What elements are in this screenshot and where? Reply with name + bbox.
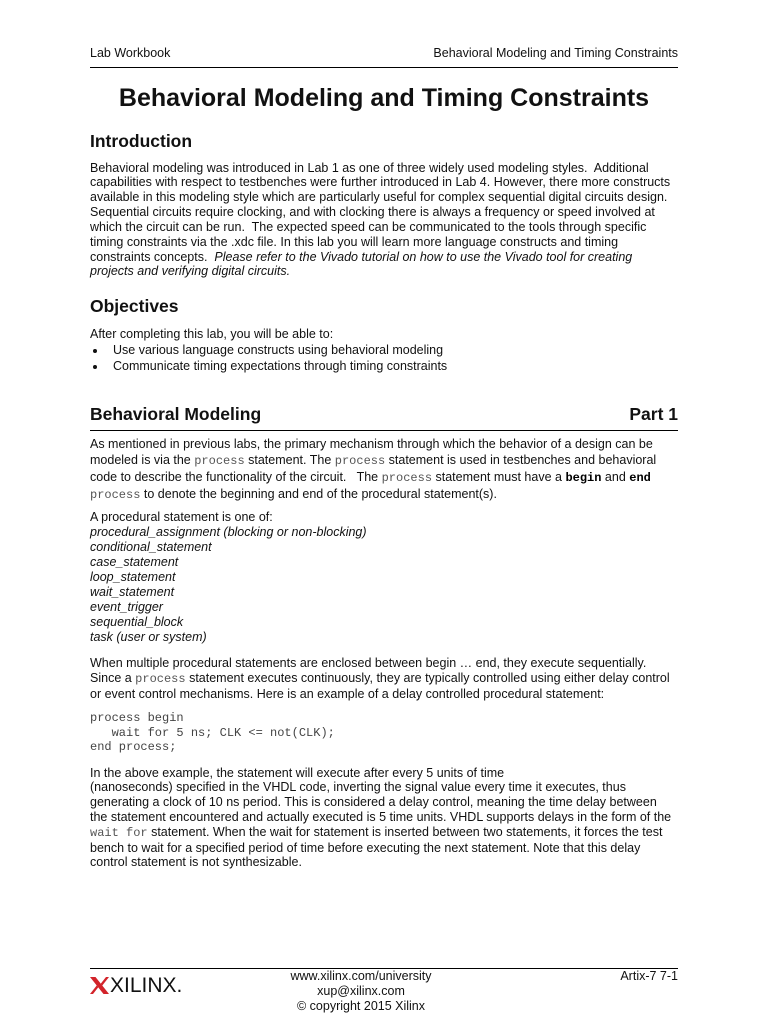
text-run: code to describe the functionality of the circuit. The [90,470,382,484]
paragraph-line: As mentioned in previous labs, the primary mechanism through which the behavior of a design can be [90,437,653,451]
logo-wordmark: XILINX. [110,973,183,997]
part1-paragraph-2 [90,656,670,702]
inline-keyword: end [629,471,651,485]
text-run: statement. When the wait for statement is inserted between two statements, it forces the test [147,824,663,839]
inline-code: process [381,471,433,485]
footer-url-link[interactable]: www.xilinx.com/university [290,968,432,983]
list-item: task (user or system) [90,629,207,644]
page-title: Behavioral Modeling and Timing Constraints [118,84,650,112]
header-rule [90,67,678,68]
text-run: statement must have a [432,470,566,484]
header-right-label: Behavioral Modeling and Timing Constraints [433,46,678,60]
introduction-heading: Introduction [90,131,193,151]
text-run: to denote the beginning and end of the procedural statement(s). [140,487,497,501]
paragraph-line: When multiple procedural statements are enclosed between begin … end, they execute sequentially. [90,655,647,670]
procedural-statement-list [90,525,367,645]
paragraph-line: control statement is not synthesizable. [90,855,302,870]
paragraph-line: the statement encountered and actually executed is 5 time units. VHDL supports delays in the form of the [90,809,672,824]
code-line: end process; [90,740,177,754]
inline-code: process [135,671,186,686]
section-part-label: Part 1 [629,404,678,424]
text-run: Since a [90,670,136,685]
inline-code: process [90,488,141,502]
footer-email-link[interactable]: xup@xilinx.com [317,983,405,998]
list-item: event_trigger [90,599,163,614]
introduction-paragraph [90,161,670,280]
objectives-lead: After completing this lab, you will be able to: [90,326,334,341]
text-run: modeled is via the [90,453,195,467]
list-item: case_statement [90,554,179,569]
introduction-line: Sequential circuits require clocking, and with clocking there is always a frequency or speed involved at [90,205,655,220]
list-item: sequential_block [90,614,184,629]
footer-copyright: © copyright 2015 Xilinx [296,998,426,1013]
paragraph-line: In the above example, the statement will execute after every 5 units of time [90,765,505,780]
text-run: constraints concepts. [90,249,215,264]
introduction-line: which the circuit can be run. The expected speed can be communicated to the tools through specific [90,219,647,234]
code-line: wait for 5 ns; CLK <= not(CLK); [90,725,335,740]
bullet-icon [93,349,97,353]
list-item [90,358,447,374]
objectives-heading: Objectives [90,296,179,316]
header-left-label: Lab Workbook [90,46,171,60]
part1-paragraph-1 [90,436,656,503]
section-heading: Behavioral Modeling [90,404,262,424]
paragraph-line: bench to wait for a specified period of time before executing the next statement. Note that this delay [90,840,641,855]
text-run: statement is used in testbenches and behavioral [385,453,657,467]
inline-code: process [194,454,245,468]
list-item-text: Communicate timing expectations through timing constraints [113,359,448,373]
section-rule [90,430,678,431]
list-item: loop_statement [90,569,176,584]
paragraph-line [90,486,656,503]
paragraph-line [90,825,671,841]
list-item-text: Use various language constructs using behavioral modeling [113,343,444,357]
inline-keyword: begin [565,471,602,485]
part1-paragraph-3 [90,766,671,871]
paragraph-line [90,671,670,687]
page-number-label: Artix-7 7-1 [620,968,678,983]
footer-contact [261,969,461,1014]
paragraph-line: or event control mechanisms. Here is an example of a delay controlled procedural statement: [90,686,605,701]
inline-code: process [334,454,386,468]
introduction-line [90,250,670,265]
code-block [90,711,335,755]
list-item: conditional_statement [90,539,212,554]
italic-text-run: Please refer to the Vivado tutorial on how to use the Vivado tool for creating [214,249,633,264]
introduction-line: timing constraints via the .xdc file. In this lab you will learn more language constructs and timing [90,234,619,249]
introduction-line: available in this modeling style which are particularly useful for complex sequential digital circuits design. [90,190,668,205]
inline-code: wait for [90,825,148,840]
text-run: and [601,470,630,484]
paragraph-line [90,469,656,486]
introduction-line: projects and verifying digital circuits. [90,264,291,279]
introduction-line: capabilities with respect to testbenches were further introduced in Lab 4. However, there more constructs [90,175,671,190]
list-item: wait_statement [90,584,175,599]
objectives-list [90,342,447,374]
text-run: statement. The [244,453,335,467]
text-run: statement executes continuously, they are typically controlled using either delay control [185,670,670,685]
list-item [90,342,447,358]
xilinx-logo-icon [90,977,109,994]
code-line: process begin [90,711,184,725]
paragraph-line [90,452,656,469]
bullet-icon [93,365,97,369]
list-item: procedural_assignment (blocking or non-blocking) [90,524,367,539]
procedural-lead: A procedural statement is one of: [90,509,273,524]
introduction-line: Behavioral modeling was introduced in Lab 1 as one of three widely used modeling styles. Additional [90,160,649,175]
paragraph-line: (nanoseconds) specified in the VHDL code, inverting the signal value every time it executes, thus [90,780,626,795]
paragraph-line: generating a clock of 10 ns period. This is considered a delay control, meaning the time delay between [90,795,657,810]
